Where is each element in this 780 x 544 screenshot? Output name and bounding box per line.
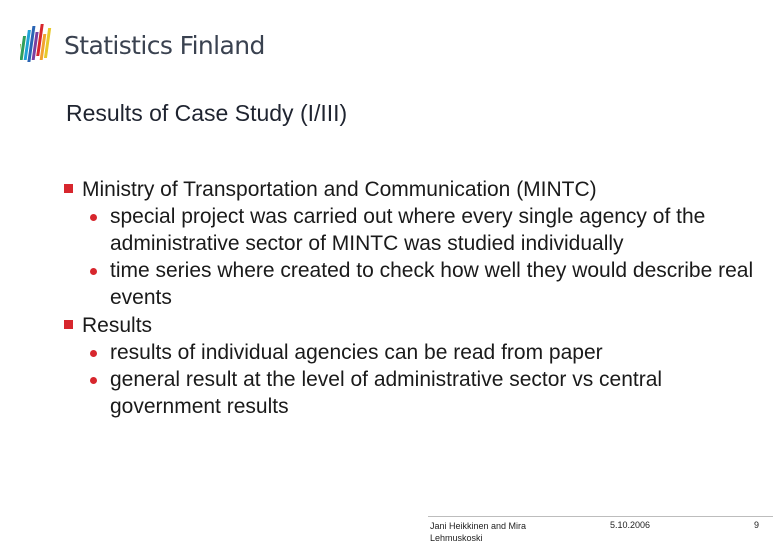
slide-footer [0, 520, 780, 543]
brand-name: Statistics Finland [64, 30, 265, 60]
slide-content [62, 175, 762, 420]
sub-bullet-text: time series where created to check how well they would describe real events [110, 259, 754, 309]
square-bullet-icon [64, 320, 73, 329]
sub-bullet-item [62, 203, 762, 257]
footer-date: 5.10.2006 [610, 520, 651, 530]
bullet-item [62, 312, 762, 339]
page-number: 9 [754, 520, 760, 530]
round-bullet-icon [90, 268, 97, 275]
square-bullet-icon [64, 184, 73, 193]
brand-logo [20, 22, 265, 68]
sub-bullet-item [62, 339, 762, 366]
sub-bullet-text: results of individual agencies can be read from paper [110, 341, 603, 364]
round-bullet-icon [90, 214, 97, 221]
sub-bullet-item [62, 257, 762, 311]
round-bullet-icon [90, 377, 97, 384]
footer-divider [428, 516, 773, 517]
sub-bullet-text: special project was carried out where every single agency of the administrative sector of MINTC was studied individually [110, 205, 706, 255]
footer-author: Jani Heikkinen and Mira Lehmuskoski [430, 521, 527, 543]
statistics-finland-logo-icon [20, 22, 56, 68]
slide-title: Results of Case Study (I/III) [66, 100, 348, 126]
bullet-text: Ministry of Transportation and Communication (MINTC) [82, 178, 597, 201]
sub-bullet-text: general result at the level of administrative sector vs central government results [110, 368, 663, 418]
round-bullet-icon [90, 350, 97, 357]
bullet-item [62, 176, 762, 203]
bullet-text: Results [82, 314, 153, 337]
sub-bullet-item [62, 366, 762, 420]
